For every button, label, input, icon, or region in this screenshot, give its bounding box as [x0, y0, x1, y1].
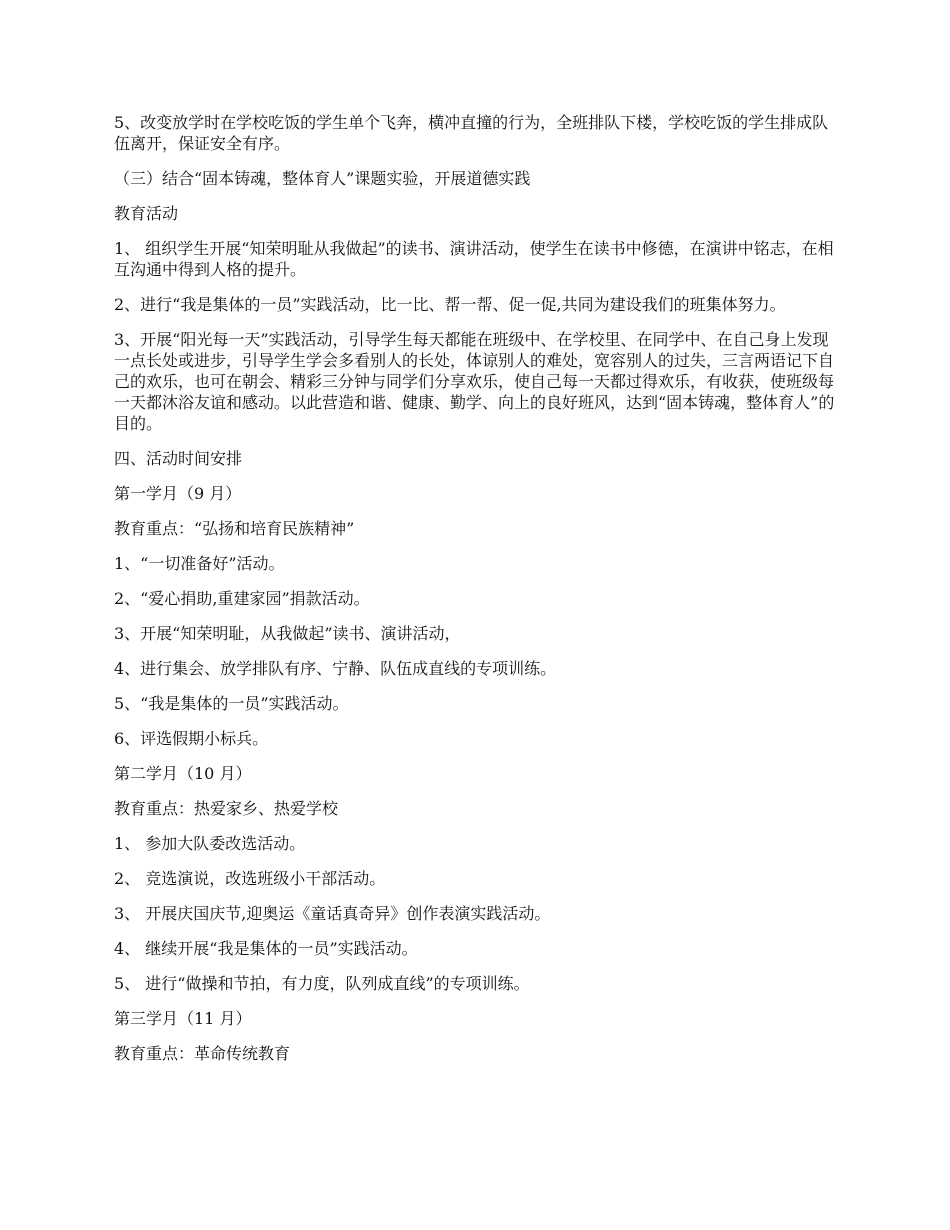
- month-heading-second: 第二学月（10 月）: [114, 764, 252, 783]
- focus-second-month: 教育重点：热爱家乡、热爱学校: [114, 799, 339, 818]
- list-item: 2、“爱心捐助,重建家园”捐款活动。: [114, 589, 370, 608]
- focus-third-month: 教育重点：革命传统教育: [114, 1044, 291, 1063]
- paragraph-item-3-sunshine-every-day: 3、开展“阳光每一天”实践活动，引导学生每天都能在班级中、在学校里、在同学中、在自己身上发现一点长处或进步，引导学生学会多看别人的长处，体谅别人的难处，宽容别人的过失，三言两语记下自己的欢乐，也可在朝会、精彩三分钟与同学们分享欢乐，使自己每一天都过得欢乐，有收获，使班级每一天都沐浴友谊和感动。以此营造和谐、健康、勤学、向上的良好班风，达到“固本铸魂，整体育人”的目的。: [114, 330, 835, 433]
- paragraph-item-5-dismissal-order: 5、改变放学时在学校吃饭的学生单个飞奔，横冲直撞的行为，全班排队下楼，学校吃饭的学生排成队伍离开，保证安全有序。: [114, 113, 829, 153]
- list-item: 6、评选假期小标兵。: [114, 729, 269, 748]
- list-item: 2、 竞选演说，改选班级小干部活动。: [114, 869, 386, 888]
- list-item: 1、“一切准备好”活动。: [114, 554, 285, 573]
- list-item: 1、 参加大队委改选活动。: [114, 834, 306, 853]
- focus-first-month: 教育重点：“弘扬和培育民族精神”: [114, 519, 355, 538]
- list-item: 5、“我是集体的一员”实践活动。: [114, 694, 349, 713]
- list-item: 3、开展“知荣明耻，从我做起”读书、演讲活动，: [114, 624, 461, 643]
- document-body: [114, 112, 836, 1078]
- paragraph-item-1-reading-speech: 1、 组织学生开展“知荣明耻从我做起”的读书、演讲活动，使学生在读书中修德，在演讲中铭志，在相互沟通中得到人格的提升。: [114, 239, 834, 279]
- section-heading-schedule: 四、活动时间安排: [114, 449, 243, 468]
- section-heading-education-activities: 教育活动: [114, 204, 179, 223]
- list-item: 5、 进行“做操和节拍，有力度，队列成直线”的专项训练。: [114, 974, 530, 993]
- month-heading-first: 第一学月（9 月）: [114, 484, 242, 503]
- month-heading-third: 第三学月（11 月）: [114, 1009, 252, 1028]
- paragraph-item-2-collective-member: 2、进行“我是集体的一员”实践活动，比一比、帮一帮、促一促,共同为建设我们的班集体努力。: [114, 295, 786, 314]
- list-item: 4、进行集会、放学排队有序、宁静、队伍成直线的专项训练。: [114, 659, 557, 678]
- list-item: 3、 开展庆国庆节,迎奥运《童话真奇异》创作表演实践活动。: [114, 904, 551, 923]
- section-heading-moral-practice: （三）结合“固本铸魂，整体育人”课题实验，开展道德实践: [114, 169, 531, 188]
- list-item: 4、 继续开展“我是集体的一员”实践活动。: [114, 939, 418, 958]
